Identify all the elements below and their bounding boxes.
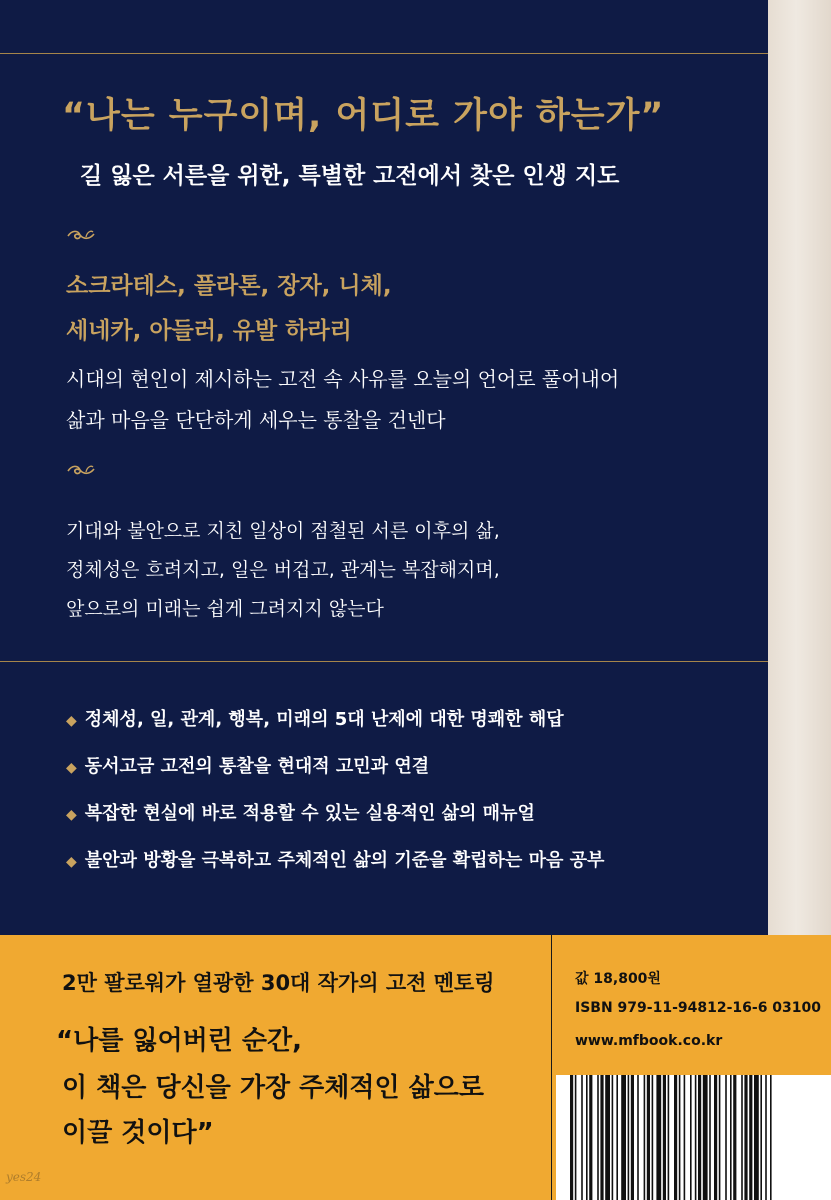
diamond-bullet-icon: ◆ [66,854,77,870]
description-line-3: 앞으로의 미래는 쉽게 그려지지 않는다 [66,598,384,620]
intro-line-2: 삶과 마음을 단단하게 세우는 통찰을 건넨다 [66,408,446,432]
closing-quote-line-1: “나를 잃어버린 순간, [56,1026,302,1056]
feature-bullet-text: 불안과 방황을 극복하고 주체적인 삶의 기준을 확립하는 마음 공부 [84,850,605,871]
isbn-label: ISBN 979-11-94812-16-6 03100 [575,1000,822,1016]
intro-line-1: 시대의 현인이 제시하는 고전 속 사유를 오늘의 언어로 풀어내어 [66,367,620,391]
middle-gold-rule [0,661,768,662]
ornament-flourish-icon [66,459,96,479]
book-spine-edge [768,0,831,935]
feature-bullet-text: 복잡한 현실에 바로 적용할 수 있는 실용적인 삶의 매뉴얼 [84,803,535,824]
diamond-bullet-icon: ◆ [66,713,77,729]
feature-bullet-text: 동서고금 고전의 통찰을 현대적 고민과 연결 [84,756,430,777]
philosophers-line-1: 소크라테스, 플라톤, 장자, 니체, [66,273,392,299]
website-label: www.mfbook.co.kr [575,1033,723,1049]
feature-bullet [66,705,564,731]
ornament-flourish-icon [66,224,96,244]
closing-quote-line-3: 이끌 것이다” [62,1118,214,1148]
mentoring-tagline: 2만 팔로워가 열광한 30대 작가의 고전 멘토링 [62,971,495,995]
diamond-bullet-icon: ◆ [66,760,77,776]
feature-bullet-text: 정체성, 일, 관계, 행복, 미래의 5대 난제에 대한 명쾌한 해답 [84,709,564,730]
description-line-1: 기대와 불안으로 지친 일상이 점철된 서른 이후의 삶, [66,520,500,542]
feature-bullet [66,799,535,825]
philosophers-line-2: 세네카, 아들러, 유발 하라리 [66,318,352,344]
isbn-barcode [556,1075,831,1200]
footer-divider [551,935,552,1200]
headline-quote: “나는 누구이며, 어디로 가야 하는가” [62,96,665,136]
feature-bullet [66,752,429,778]
diamond-bullet-icon: ◆ [66,807,77,823]
subtitle: 길 잃은 서른을 위한, 특별한 고전에서 찾은 인생 지도 [80,163,620,189]
closing-quote-line-2: 이 책은 당신을 가장 주체적인 삶으로 [62,1073,484,1103]
top-gold-rule [0,53,768,54]
description-line-2: 정체성은 흐려지고, 일은 버겁고, 관계는 복잡해지며, [66,559,500,581]
feature-bullet [66,846,604,872]
price-label: 값 18,800원 [575,971,661,987]
watermark: yes24 [6,1170,42,1184]
